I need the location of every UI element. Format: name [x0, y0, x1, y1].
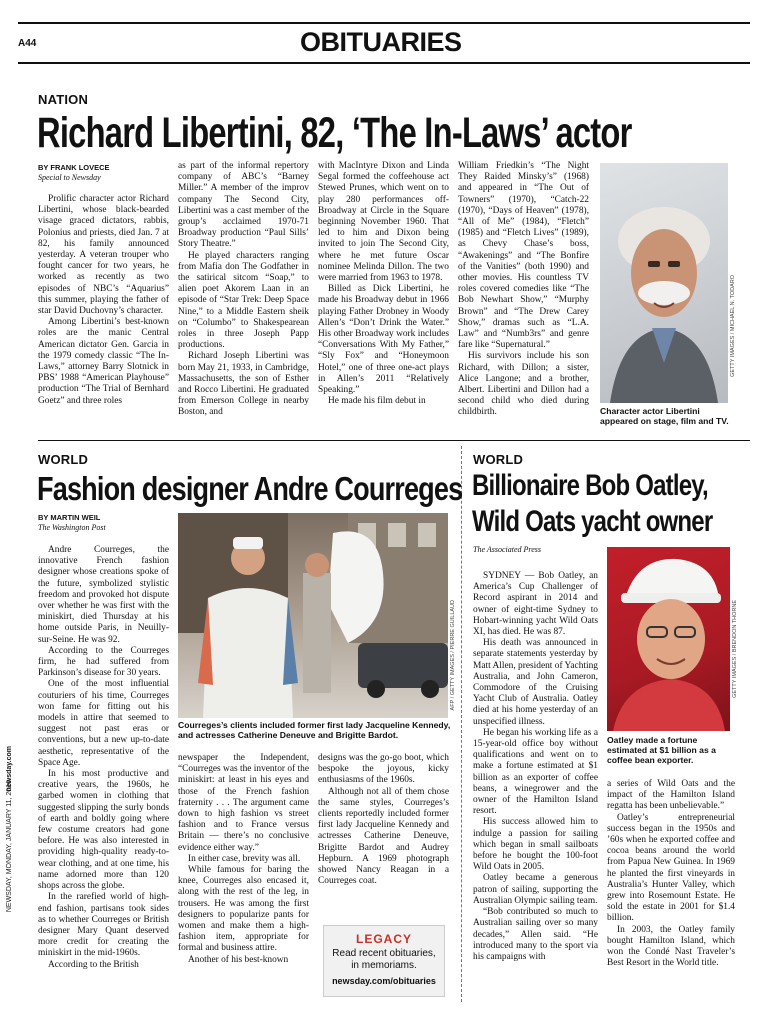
paragraph: designs was the go-go boot, which bespoke the joyous, kicky enthusiasms of the 1960s.: [318, 753, 449, 786]
libertini-caption: Character actor Libertini appeared on stage, film and TV.: [600, 406, 729, 427]
paragraph: His survivors include his son Richard, with Dillon; a sister, Alice Langone; and a brother, Albert. Libertini and Dillon had a second child who died during childbirth.: [458, 351, 589, 418]
oatley-byline-sub: The Associated Press: [473, 545, 541, 554]
legacy-brand: LEGACY: [355, 932, 412, 946]
paragraph: He began his working life as a 15-year-old office boy without qualifications and went on to make a fortune estimated at $1 billion as an exporter of coffee beans, a winegrower and the owner of the Hamilton Island resort.: [473, 727, 598, 817]
paragraph: Among Libertini’s best-known roles are the manic Central American dictator Gen. Garcia in the 1979 comedy classic “The In-Laws,” attorney Barry Slotnick in PBS’ 1988 “American Playhouse” production “The Trial of Bernhard Goetz” and three roles: [38, 317, 169, 406]
paragraph: Although not all of them chose the same styles, Courreges’s clients reportedly included former first lady Jacqueline Kennedy and actresses Catherine Deneuve, Brigitte Bardot and Audrey Hepburn. A 1969 photograph showed Nancy Reagan in a Courreges coat.: [318, 786, 449, 887]
libertini-column-4: [458, 161, 589, 431]
vertical-divider: [461, 446, 462, 1002]
paragraph: In his most productive and creative years, the 1960s, he garbed women in clothing that suggested slipping the surly bonds of earth and boldly going where few costume creators had gone before. He was also interested in providing high-quality ready-to-wear clothing, and at one time, his name adorned more than 120 shops across the globe.: [38, 769, 169, 892]
portrait-illustration: [607, 547, 730, 731]
legacy-line-1: Read recent obituaries,: [332, 948, 436, 959]
paragraph: “Bob contributed so much to Australian sailing over so many decades,” Allen said. “He introduced many to the sport via his campaigns with: [473, 907, 598, 962]
oatley-headline-line-2: Wild Oats yacht owner: [472, 505, 713, 538]
paragraph: According to the Courreges firm, he had suffered from Parkinson’s disease for 30 years.: [38, 645, 169, 679]
libertini-column-3: [318, 161, 449, 431]
courreges-column-3: [318, 753, 449, 913]
paragraph: Billed as Dick Libertini, he made his Broadway debut in 1966 playing Father Drobney in Woody Allen’s “Don’t Drink the Water.” His other Broadway work includes “Conversations With My Father,” “Sly Fox” and “Honeymoon Hotel,” one of three one-act plays in Allen’s 2011 “Relatively Speaking.”: [318, 284, 449, 396]
oatley-column-2: [607, 779, 735, 1003]
section-title: OBITUARIES: [300, 27, 462, 57]
oatley-kicker: WORLD: [473, 452, 524, 467]
courreges-byline-sub: The Washington Post: [38, 523, 106, 532]
paragraph: His success allowed him to indulge a passion for sailing which began in small sailboats before he bought the 100-foot Wild Oats in 2005.: [473, 817, 598, 873]
paragraph: Another of his best-known: [188, 954, 289, 965]
courreges-photo: [178, 513, 448, 718]
header-rule: [18, 62, 750, 64]
paragraph: a series of Wild Oats and the impact of the Hamilton Island regatta has been unbelievable.”: [607, 779, 735, 812]
paragraph: One of the most influential couturiers of his time, Courreges won fame for fitting out his models in attire that seemed to suggest not past eras or conventions, but a new up-to-date aesthetic, representative of the Space Age.: [38, 679, 169, 768]
paragraph: Richard Joseph Libertini was born May 21, 1933, in Cambridge, Massachusetts, the son of Esther and Rocco Libertini. He graduated from Emerson College in nearby Boston, and: [178, 351, 309, 418]
courreges-kicker: WORLD: [38, 452, 89, 467]
courreges-photo-credit: AFP / GETTY IMAGES / PIERRE GUILLAUD: [450, 600, 456, 711]
paragraph: newspaper the Independent, “Courreges was the inventor of the miniskirt: at least in his eyes and those of the French fashion fraternity . . . The argument came down to high fashion vs street fashion and to France versus Britain — there’s no conclusive evidence either way.”: [178, 753, 309, 853]
oatley-photo-credit: GETTY IMAGES / BRENDON THORNE: [732, 600, 738, 698]
paragraph: Prolific character actor Richard Libertini, whose black-bearded visage graced dictators, rabbis, Polonius and priests, died Jan. 7 at 82, his family announced yesterday. A veteran trouper who fought cancer for two years, he worked as recently as two episodes of NBC’s “Aquarius” this summer, playing the father of star David Duchovny’s character.: [38, 194, 169, 317]
libertini-headline: Richard Libertini, 82, ‘The In-Laws’ actor: [37, 109, 632, 157]
side-date-line: NEWSDAY, MONDAY, JANUARY 11, 2016: [6, 780, 13, 913]
page-number: A44: [18, 38, 37, 49]
paragraph: According to the British: [48, 959, 139, 970]
paragraph: with MacIntyre Dixon and Linda Segal formed the coffeehouse act Stewed Prunes, which went on to play 280 performances off-Broadway at Circle in the Square beginning November 1960. That led to him and Dixon being invited to join The Second City, where he met future Oscar nominee Melinda Dillon. The two were married from 1963 to 1978.: [318, 161, 449, 284]
paragraph: His death was announced in separate statements yesterday by Matt Allen, president of Yachting Australia, and John Cameron, Commodore of the Cruising Yacht Club of Australia. Oatley died at his home yesterday of an unspecified illness.: [473, 638, 598, 727]
courreges-column-2: [178, 753, 309, 1003]
portrait-illustration: [600, 163, 728, 403]
courreges-caption: Courreges’s clients included former first lady Jacqueline Kennedy, and actresses Catherine Deneuve and Brigitte Bardot.: [178, 720, 451, 741]
top-rule: [18, 22, 750, 24]
paragraph: Andre Courreges, the innovative French fashion designer whose creations spoke of the future, symbolized stylistic freedom and provoked hot dispute over whether he was first with the miniskirt, died Thursday at his home outside Paris, in Neuilly-sur-Seine. He was 92.: [38, 545, 169, 645]
legacy-url[interactable]: newsday.com/obituaries: [332, 976, 436, 986]
libertini-column-1: [38, 194, 169, 430]
section-divider: [38, 440, 750, 441]
legacy-line-2: in memoriams.: [351, 960, 417, 971]
courreges-headline: Fashion designer Andre Courreges: [37, 470, 463, 507]
paragraph: Oatley’s entrepreneurial success began in the 1950s and ’60s when he exported coffee and cocoa beans around the world from Papua New Guinea. In 1969 he planted the first vineyards in Australia’s Hunter Valley, which grew into Rosemount Estate. He sold the estate in 2001 for $1.4 billion.: [607, 812, 735, 924]
paragraph: He played characters ranging from Mafia don The Godfather in the satirical sitcom “Soap,” to alien poet Akorem Laan in an episode of “Star Trek: Deep Space Nine,” to a Middle Eastern sheik on “Columbo” to Shakespearean roles in three Joseph Papp productions.: [178, 250, 309, 351]
street-scene-illustration: [178, 513, 448, 718]
oatley-caption: Oatley made a fortune estimated at $1 billion as a coffee bean exporter.: [607, 735, 716, 766]
legacy-promo-box[interactable]: [323, 925, 445, 997]
libertini-photo-credit: GETTY IMAGES / MICHAEL N. TODARO: [730, 275, 736, 377]
courreges-column-1: [38, 545, 169, 1003]
libertini-photo: [600, 163, 728, 403]
paragraph: In either case, brevity was all.: [188, 853, 301, 864]
paragraph: In 2003, the Oatley family bought Hamilton Island, which won the Condé Nast Traveler’s Best Resort in the World title.: [607, 924, 735, 969]
side-site: newsday.com: [6, 746, 13, 792]
paragraph: as part of the informal repertory company of ABC’s “Barney Miller.” A member of the improv company The Second City, Libertini was a cast member of the group’s acclaimed 1970-71 Broadway production “Paul Sills’ Story Theatre.”: [178, 161, 309, 250]
oatley-headline-line-1: Billionaire Bob Oatley,: [472, 469, 708, 502]
libertini-byline-sub: Special to Newsday: [38, 173, 101, 182]
courreges-byline: BY MARTIN WEIL: [38, 513, 101, 522]
libertini-column-2: [178, 161, 309, 431]
paragraph: In the rarefied world of high-end fashion, partisans took sides as to whether Courreges or British designer Mary Quant deserved more credit for creating the miniskirt in the mid-1960s.: [38, 892, 169, 959]
oatley-column-1: [473, 571, 598, 1003]
libertini-byline: BY FRANK LOVECE: [38, 163, 110, 172]
paragraph: Oatley became a generous patron of sailing, supporting the Australian Olympic sailing team.: [473, 873, 598, 906]
paragraph: He made his film debut in: [328, 396, 426, 407]
oatley-photo: [607, 547, 730, 731]
paragraph: William Friedkin’s “The Night They Raided Minsky’s” (1968) and appeared in “The Out of Towners” (1970), “Catch-22 (1970), “Days of Heaven” (1978), “All of Me” (1984), “Fletch” (1985) and “Fletch Lives” (1989), as Chevy Chase’s boss, “Awakenings” and “The Bonfire of the Vanities” (both 1990) and other movies. His countless TV roles covered comedies like “The Bob Newhart Show,” “Murphy Brown” and “The Drew Carey Show,” dramas such as “L.A. Law” and “Numb3rs” and genre fare like “Supernatural.”: [458, 161, 589, 351]
paragraph: While famous for baring the knee, Courreges also encased it, along with the rest of the leg, in trousers. He was among the first designers to popularize pants for women and make them a high-fashion item, appropriate for formal and business attire.: [178, 865, 309, 954]
libertini-kicker: NATION: [38, 92, 89, 107]
paragraph: SYDNEY — Bob Oatley, an America’s Cup Challenger of Record aspirant in 2014 and owner of eight-time Sydney to Hobart-winning yacht Wild Oats XI, has died. He was 87.: [473, 571, 598, 638]
